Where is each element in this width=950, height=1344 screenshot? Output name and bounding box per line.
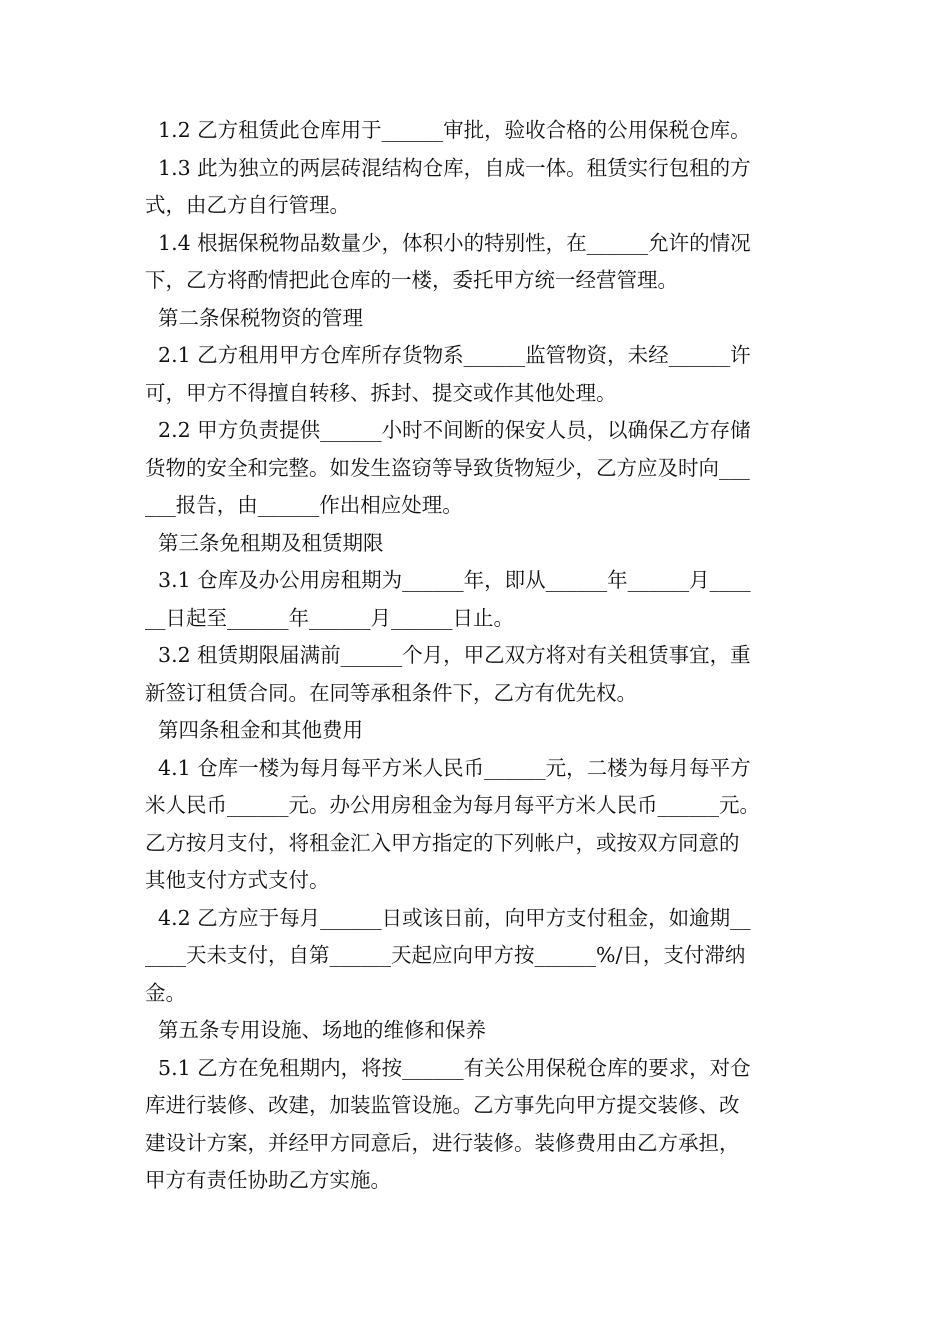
text-line: 2.1 乙方租用甲方仓库所存货物系______监管物资，未经______许 bbox=[145, 343, 751, 367]
section-heading: 第二条保税物资的管理 bbox=[145, 305, 364, 330]
text-line: 4.2 乙方应于每月______日或该日前，向甲方支付租金，如逾期__ bbox=[145, 905, 751, 930]
text-line: 式，由乙方自行管理。 bbox=[145, 193, 350, 217]
text-line: 建设计方案，并经甲方同意后，进行装修。装修费用由乙方承担， bbox=[145, 1130, 740, 1155]
text-line: 金。 bbox=[145, 980, 186, 1005]
section-heading: 第三条免租期及租赁期限 bbox=[145, 530, 384, 555]
text-line: 1.2 乙方租赁此仓库用于______审批，验收合格的公用保税仓库。 bbox=[145, 118, 751, 142]
text-line: 货物的安全和完整。如发生盗窃等导致货物短少，乙方应及时向___ bbox=[145, 455, 750, 480]
text-line: 其他支付方式支付。 bbox=[145, 868, 330, 892]
text-line: 下，乙方将酌情把此仓库的一楼，委托甲方统一经营管理。 bbox=[145, 268, 678, 292]
text-line: 5.1 乙方在免租期内，将按______有关公用保税仓库的要求，对仓 bbox=[145, 1055, 751, 1080]
text-line: 新签订租赁合同。在同等承租条件下，乙方有优先权。 bbox=[145, 680, 637, 705]
section-heading: 第五条专用设施、场地的维修和保养 bbox=[145, 1018, 487, 1042]
text-line: ___报告，由______作出相应处理。 bbox=[145, 493, 463, 517]
section-heading: 第四条租金和其他费用 bbox=[145, 718, 364, 742]
text-line: 甲方有责任协助乙方实施。 bbox=[145, 1168, 391, 1192]
text-line: 4.1 仓库一楼为每月每平方米人民币______元，二楼为每月每平方 bbox=[145, 755, 751, 780]
text-line: ____天未支付，自第______天起应向甲方按______%/日，支付滞纳 bbox=[145, 943, 746, 967]
text-line: 3.1 仓库及办公用房租期为______年，即从______年______月____ bbox=[145, 568, 751, 592]
text-line: 可，甲方不得擅自转移、拆封、提交或作其他处理。 bbox=[145, 380, 617, 405]
text-line: 乙方按月支付，将租金汇入甲方指定的下列帐户，或按双方同意的 bbox=[145, 830, 740, 855]
text-line: 库进行装修、改建，加装监管设施。乙方事先向甲方提交装修、改 bbox=[145, 1093, 740, 1117]
text-line: 米人民币______元。办公用房租金为每月每平方米人民币______元。 bbox=[145, 793, 760, 817]
text-line: 1.3 此为独立的两层砖混结构仓库，自成一体。租赁实行包租的方 bbox=[145, 155, 751, 180]
text-line: __日起至______年______月______日止。 bbox=[145, 605, 514, 630]
text-line: 3.2 租赁期限届满前______个月，甲乙双方将对有关租赁事宜，重 bbox=[145, 643, 751, 667]
text-line: 1.4 根据保税物品数量少，体积小的特别性，在______允许的情况 bbox=[145, 230, 751, 255]
document-body bbox=[145, 112, 810, 1200]
text-line: 2.2 甲方负责提供______小时不间断的保安人员，以确保乙方存储 bbox=[145, 418, 751, 442]
